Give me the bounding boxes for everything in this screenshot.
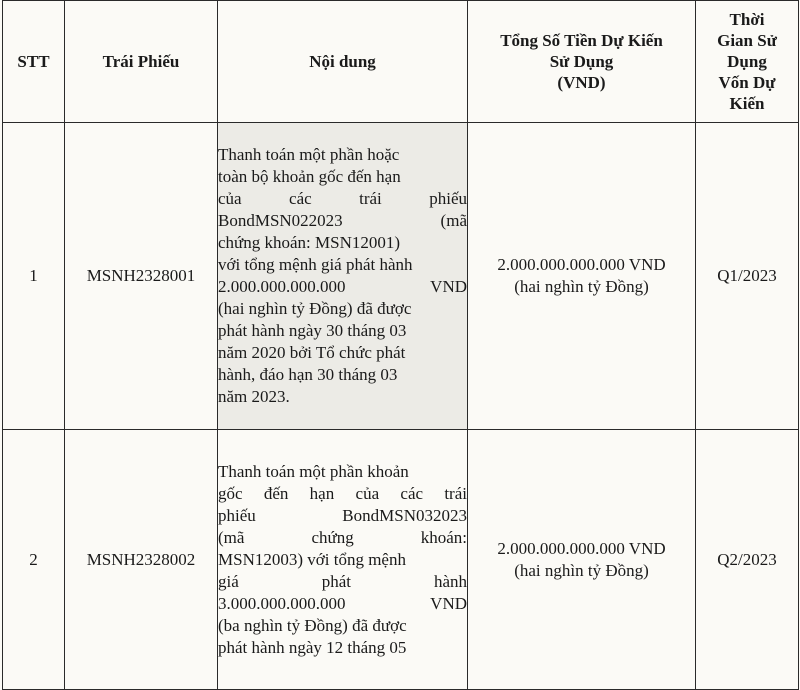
content-line: Thanh toán một phần hoặc <box>218 145 400 164</box>
content-line: gốc đến hạn của các trái <box>218 483 467 503</box>
row-content <box>218 123 468 430</box>
content-line: chứng khoán: MSN12001) <box>218 233 401 252</box>
header-content: Nội dung <box>218 1 468 123</box>
content-line: 2.000.000.000.000 VND <box>218 277 467 296</box>
header-time <box>696 1 799 123</box>
amount-words: (hai nghìn tỷ Đồng) <box>514 560 649 580</box>
content-line: toàn bộ khoản gốc đến hạn <box>218 167 401 186</box>
row-amount <box>468 430 696 690</box>
table-row <box>3 123 799 430</box>
row-content <box>218 430 468 690</box>
content-line: (hai nghìn tỷ Đồng) đã được <box>218 299 412 318</box>
header-bond: Trái Phiếu <box>65 1 218 123</box>
header-time-line: Thời <box>729 10 765 29</box>
row-stt: 2 <box>3 430 65 690</box>
header-time-line: Dụng <box>727 52 767 71</box>
content-line: (mã chứng khoán: <box>218 527 467 547</box>
row-time: Q2/2023 <box>696 430 799 690</box>
content-line: phiếu BondMSN032023 <box>218 505 467 525</box>
amount-words: (hai nghìn tỷ Đồng) <box>514 277 649 296</box>
content-line: năm 2023. <box>218 387 290 406</box>
header-amount-line: Tổng Số Tiền Dự Kiến <box>500 31 663 50</box>
table-row <box>3 430 799 690</box>
content-line: BondMSN022023 (mã <box>218 211 467 230</box>
content-line: Thanh toán một phần khoản <box>218 461 409 481</box>
bond-usage-table <box>2 0 799 690</box>
row-time: Q1/2023 <box>696 123 799 430</box>
row-bond-code: MSNH2328001 <box>65 123 218 430</box>
content-line: 3.000.000.000.000 VND <box>218 593 467 613</box>
content-line: của các trái phiếu <box>218 189 467 208</box>
header-time-line: Gian Sử <box>717 31 777 50</box>
content-line: năm 2020 bởi Tổ chức phát <box>218 343 406 362</box>
header-amount <box>468 1 696 123</box>
header-amount-line: Sử Dụng <box>549 52 614 71</box>
row-amount <box>468 123 696 430</box>
content-line: với tổng mệnh giá phát hành <box>218 255 413 274</box>
content-line: giá phát hành <box>218 571 467 591</box>
content-line: (ba nghìn tỷ Đồng) đã được <box>218 615 407 635</box>
content-line: phát hành ngày 30 tháng 03 <box>218 321 407 340</box>
content-line: hành, đáo hạn 30 tháng 03 <box>218 365 398 384</box>
content-line: MSN12003) với tổng mệnh <box>218 549 406 569</box>
row-stt: 1 <box>3 123 65 430</box>
table-header-row <box>3 1 799 123</box>
amount-value: 2.000.000.000.000 VND <box>497 538 666 558</box>
header-time-line: Vốn Dự <box>718 73 776 92</box>
content-line: phát hành ngày 12 tháng 05 <box>218 637 407 657</box>
amount-value: 2.000.000.000.000 VND <box>497 255 666 274</box>
row-bond-code: MSNH2328002 <box>65 430 218 690</box>
header-stt: STT <box>3 1 65 123</box>
header-time-line: Kiến <box>729 94 765 113</box>
header-amount-line: (VND) <box>557 73 606 92</box>
